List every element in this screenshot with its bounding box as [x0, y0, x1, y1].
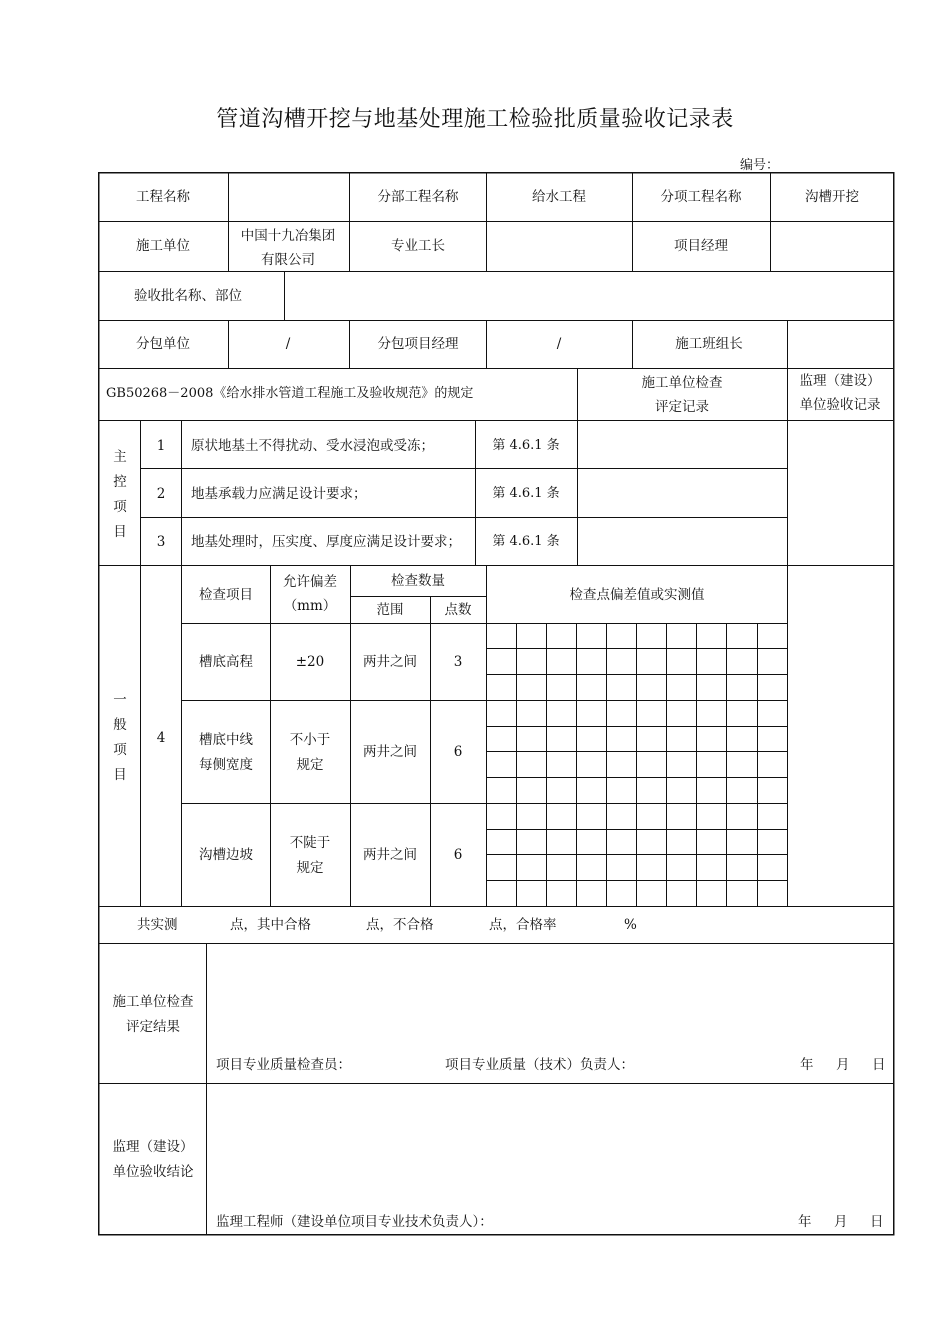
sub-pm-label: 分包项目经理	[377, 336, 459, 352]
col-tolerance-line2: （mm）	[283, 598, 337, 614]
conclusion-label-line2: 单位验收结论	[112, 1164, 194, 1180]
conclusion-day: 日	[870, 1214, 884, 1230]
main-control-char: 控	[113, 474, 127, 490]
summary-rate: 点，合格率	[489, 917, 557, 933]
main-item-text: 地基承载力应满足设计要求；	[191, 486, 367, 502]
sub-pm-value[interactable]: /	[556, 336, 562, 352]
supervision-line2: 单位验收记录	[799, 397, 881, 413]
general-row-item-line1: 槽底中线	[199, 732, 253, 748]
general-row-range: 两井之间	[363, 847, 417, 863]
page-title: 管道沟槽开挖与地基处理施工检验批质量验收记录表	[216, 107, 734, 132]
col-tolerance	[283, 570, 337, 618]
general-row-tol-line2: 规定	[296, 757, 324, 773]
project-name-label: 工程名称	[136, 189, 190, 205]
summary-unqualified: 点，不合格	[366, 917, 434, 933]
conclusion-engineer: 监理工程师（建设单位项目专业技术负责人）：	[216, 1214, 493, 1230]
summary-qualified: 点，其中合格	[230, 917, 311, 933]
standard-text: GB50268－2008《给水排水管道工程施工及验收规范》的规定	[106, 386, 474, 401]
main-item-clause: 第 4.6.1 条	[492, 534, 560, 549]
division-label: 分部工程名称	[377, 189, 459, 205]
construction-unit-value-line1: 中国十九冶集团	[240, 228, 336, 244]
col-range: 范围	[376, 602, 404, 618]
general-row-tolerance	[290, 831, 331, 881]
result-label-line2: 评定结果	[126, 1019, 180, 1035]
supervision-record-header	[800, 369, 881, 417]
main-item-text: 原状地基土不得扰动、受水浸泡或受冻；	[191, 438, 434, 454]
construction-unit-value-line2: 有限公司	[261, 252, 315, 268]
general-char: 目	[113, 767, 127, 783]
general-row-tol-line2: 规定	[296, 860, 324, 876]
conclusion-label-line1: 监理（建设）	[112, 1139, 194, 1155]
general-row-points: 6	[453, 744, 463, 760]
batch-label: 验收批名称、部位	[134, 288, 242, 304]
team-leader-label: 施工班组长	[675, 336, 743, 352]
form-code-label: 编号：	[740, 158, 780, 173]
general-row-range: 两井之间	[363, 744, 417, 760]
general-char: 般	[113, 717, 127, 733]
construction-unit-value[interactable]	[241, 224, 336, 272]
result-label-line1: 施工单位检查	[112, 994, 194, 1010]
subitem-value[interactable]: 沟槽开挖	[805, 189, 859, 205]
conclusion-year: 年	[798, 1214, 812, 1230]
check-record-line2: 评定记录	[655, 399, 709, 415]
summary-percent: %	[624, 917, 637, 933]
check-record-header	[642, 371, 723, 419]
col-tolerance-line1: 允许偏差	[283, 574, 337, 590]
general-item-no: 4	[156, 730, 166, 746]
general-char: 一	[113, 692, 127, 708]
col-points: 点数	[444, 602, 472, 618]
col-check-qty: 检查数量	[391, 573, 445, 589]
general-row-tol-line1: 不小于	[289, 732, 331, 748]
sub-unit-label: 分包单位	[136, 336, 190, 352]
main-item-no: 2	[156, 486, 166, 502]
general-row-item-line2: 每侧宽度	[199, 757, 253, 773]
general-row-points: 3	[453, 654, 463, 670]
result-year: 年	[800, 1057, 814, 1073]
conclusion-month: 月	[834, 1214, 848, 1230]
main-control-char: 主	[113, 449, 127, 465]
main-item-clause: 第 4.6.1 条	[492, 486, 560, 501]
main-item-clause: 第 4.6.1 条	[492, 438, 560, 453]
general-row-tolerance: ±20	[295, 654, 325, 670]
result-inspector: 项目专业质量检查员：	[216, 1057, 351, 1073]
result-responsible: 项目专业质量（技术）负责人：	[445, 1057, 634, 1073]
main-item-text: 地基处理时，压实度、厚度应满足设计要求；	[191, 534, 461, 550]
division-value[interactable]: 给水工程	[532, 189, 586, 205]
main-control-char: 项	[113, 499, 127, 515]
general-char: 项	[113, 742, 127, 758]
general-row-tol-line1: 不陡于	[289, 835, 331, 851]
col-check-values: 检查点偏差值或实测值	[569, 587, 705, 603]
sub-unit-value[interactable]: /	[285, 336, 291, 352]
general-row-item	[199, 728, 253, 778]
general-row-item: 槽底高程	[199, 654, 253, 670]
general-row-tolerance	[290, 728, 331, 778]
general-row-item: 沟槽边坡	[199, 847, 253, 863]
summary-total: 共实测	[137, 917, 178, 933]
main-item-no: 1	[156, 438, 166, 454]
main-control-char: 目	[113, 524, 127, 540]
main-control-label	[113, 445, 127, 545]
pm-label: 项目经理	[674, 238, 728, 254]
main-item-no: 3	[156, 534, 166, 550]
general-label	[113, 688, 127, 788]
conclusion-label	[113, 1135, 194, 1185]
supervision-line1: 监理（建设）	[799, 373, 881, 389]
subitem-label: 分项工程名称	[660, 189, 742, 205]
result-month: 月	[836, 1057, 850, 1073]
result-day: 日	[872, 1057, 886, 1073]
foreman-label: 专业工长	[391, 238, 445, 254]
general-row-points: 6	[453, 847, 463, 863]
check-record-line1: 施工单位检查	[641, 375, 723, 391]
general-row-range: 两井之间	[363, 654, 417, 670]
result-label	[113, 990, 194, 1040]
construction-unit-label: 施工单位	[136, 238, 190, 254]
col-check-item: 检查项目	[199, 587, 253, 603]
